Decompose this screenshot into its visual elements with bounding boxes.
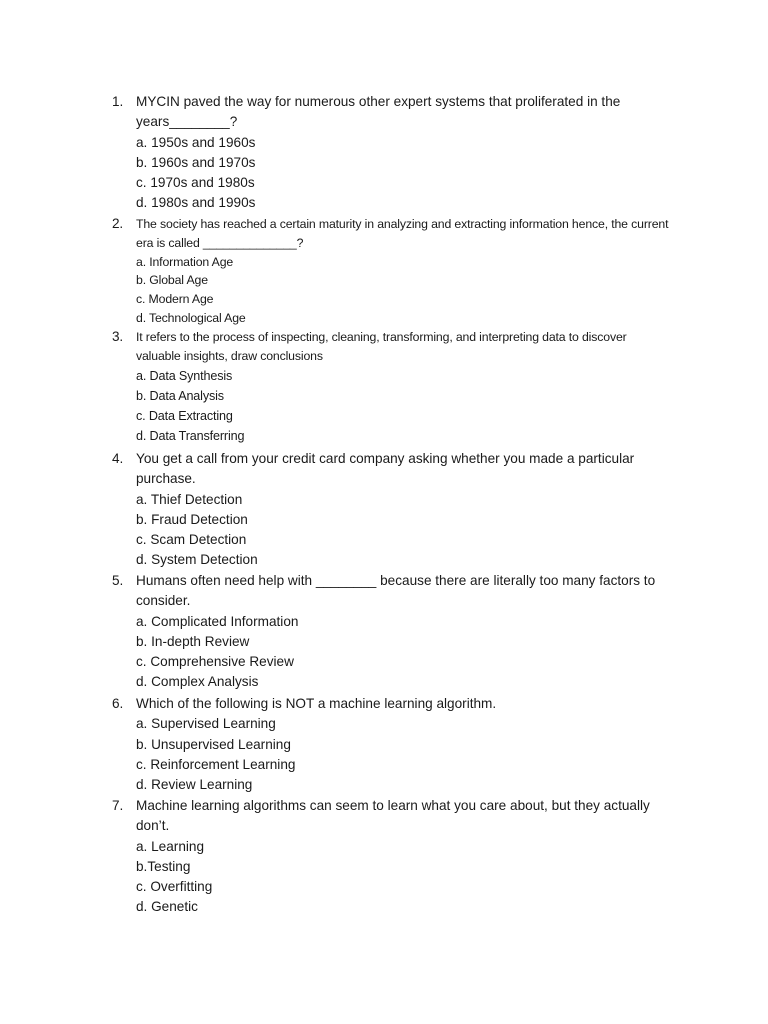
option-d: d. Genetic [136,899,198,915]
option-d: d. System Detection [136,552,258,568]
option-a: a. Information Age [136,254,234,269]
option-d: d. Technological Age [136,310,246,325]
option-a: a. Data Synthesis [136,368,233,383]
question-number: 7. [112,798,124,813]
option-b: b. Data Analysis [136,388,224,403]
option-a: a. Supervised Learning [136,716,276,732]
option-c: c. Modern Age [136,292,214,307]
option-a: a. Complicated Information [136,613,299,629]
option-b: b. 1960s and 1970s [136,154,256,170]
option-b: b. Global Age [136,273,208,288]
question-text: You get a call from your credit card company asking whether you made a particular purchase. [136,451,635,487]
option-d: d. Data Transferring [136,429,245,444]
option-d: d. Complex Analysis [136,674,259,690]
option-c: c. 1970s and 1980s [136,175,255,191]
option-c: c. Scam Detection [136,532,247,548]
question-5 [112,571,672,693]
option-b: b. Fraud Detection [136,511,248,527]
question-2 [112,215,672,328]
option-c: c. Overfitting [136,879,213,895]
option-c: c. Reinforcement Learning [136,756,296,772]
option-b: b.Testing [136,858,191,874]
question-text: It refers to the process of inspecting, cleaning, transforming, and interpreting data to discover valuable insights, draw conclusions [136,330,627,363]
question-text: Machine learning algorithms can seem to learn what you care about, but they actually don’t. [136,798,650,834]
option-a: a. Thief Detection [136,491,243,507]
option-c: c. Comprehensive Review [136,654,294,670]
question-number: 5. [112,573,124,588]
question-number: 2. [112,216,124,231]
option-b: b. Unsupervised Learning [136,736,291,752]
question-number: 4. [112,451,124,466]
question-number: 6. [112,696,124,711]
question-text: Which of the following is NOT a machine learning algorithm. [136,696,497,711]
question-3 [112,328,672,447]
question-6 [112,694,672,795]
option-a: a. 1950s and 1960s [136,134,256,150]
question-text: Humans often need help with ________ because there are literally too many factors to consider. [136,573,656,609]
option-c: c. Data Extracting [136,409,233,424]
option-d: d. 1980s and 1990s [136,195,256,211]
option-a: a. Learning [136,838,205,854]
option-b: b. In-depth Review [136,633,250,649]
question-number: 1. [112,94,124,109]
question-4 [112,449,672,571]
question-number: 3. [112,329,124,344]
question-7 [112,796,672,918]
question-text: The society has reached a certain maturity in analyzing and extracting information hence, the current era is called ______________? [136,217,669,250]
option-d: d. Review Learning [136,777,253,793]
question-1 [112,92,672,214]
question-text: MYCIN paved the way for numerous other expert systems that proliferated in the years________? [136,94,621,130]
